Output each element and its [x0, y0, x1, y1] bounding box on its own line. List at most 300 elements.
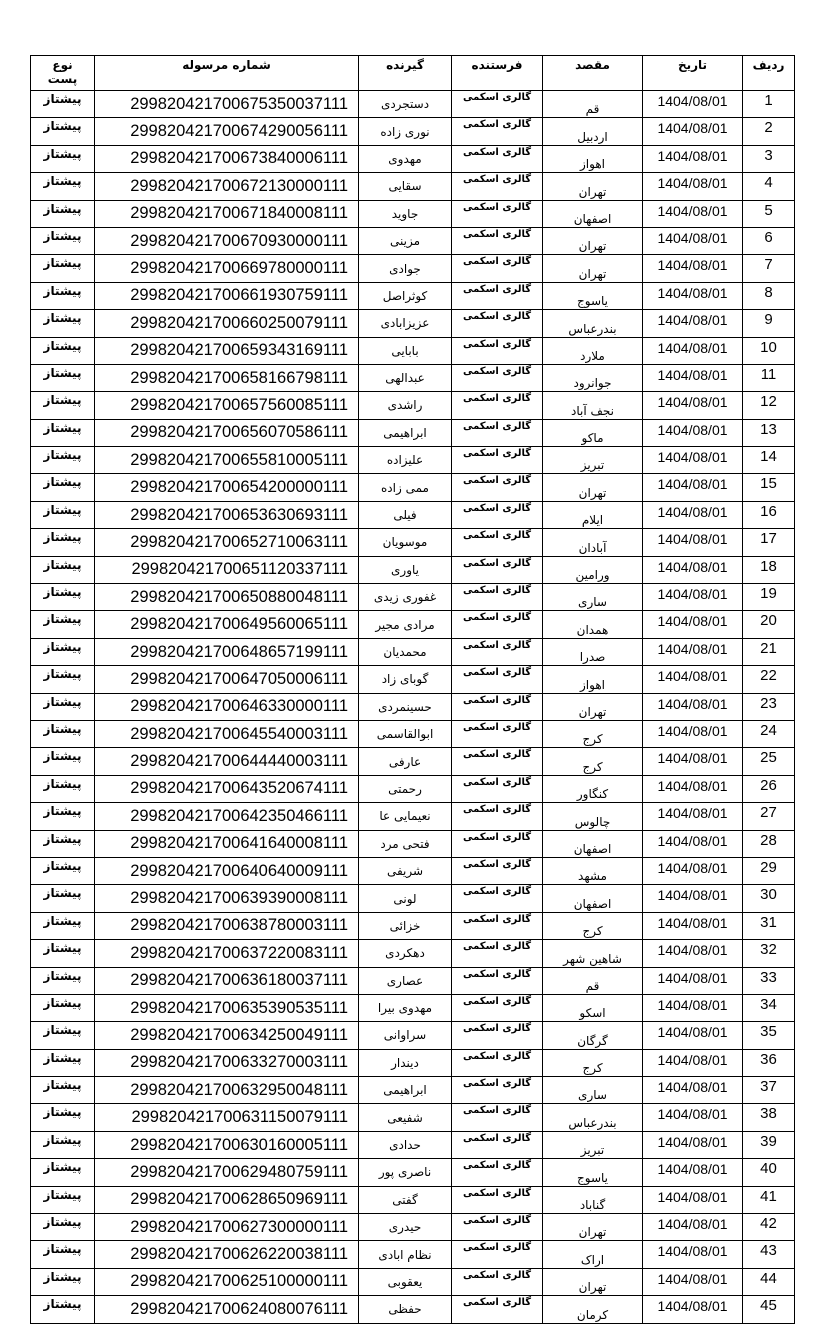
- cell-tracking-number: 299820421700654200000111: [95, 474, 359, 501]
- cell-date: 1404/08/01: [643, 501, 743, 528]
- table-row: [31, 282, 795, 309]
- cell-date: 1404/08/01: [643, 447, 743, 474]
- cell-row-number: 26: [743, 775, 795, 802]
- table-row: [31, 638, 795, 665]
- cell-row-number: 43: [743, 1241, 795, 1268]
- cell-post-type: پیشتاز: [31, 392, 95, 419]
- cell-sender: گالری اسکمی: [452, 857, 543, 884]
- cell-receiver: خزائی: [359, 912, 452, 939]
- cell-post-type: پیشتاز: [31, 803, 95, 830]
- cell-receiver: نوری زاده: [359, 118, 452, 145]
- cell-post-type: پیشتاز: [31, 748, 95, 775]
- cell-row-number: 37: [743, 1077, 795, 1104]
- cell-receiver: فتحی مرد: [359, 830, 452, 857]
- cell-destination: تبریز: [543, 1131, 643, 1158]
- cell-post-type: پیشتاز: [31, 611, 95, 638]
- header-post-type: [31, 56, 95, 91]
- table-row: [31, 857, 795, 884]
- cell-post-type: پیشتاز: [31, 91, 95, 118]
- cell-receiver: محمدیان: [359, 638, 452, 665]
- header-tracking-number: شماره مرسوله: [95, 56, 359, 91]
- cell-sender: گالری اسکمی: [452, 1186, 543, 1213]
- table-row: [31, 803, 795, 830]
- cell-receiver: عزیزابادی: [359, 310, 452, 337]
- cell-tracking-number: 299820421700628650969111: [95, 1186, 359, 1213]
- cell-destination: کرج: [543, 720, 643, 747]
- cell-date: 1404/08/01: [643, 474, 743, 501]
- cell-date: 1404/08/01: [643, 364, 743, 391]
- table-row: [31, 447, 795, 474]
- cell-receiver: حیدری: [359, 1214, 452, 1241]
- cell-date: 1404/08/01: [643, 1296, 743, 1323]
- table-row: [31, 337, 795, 364]
- cell-receiver: حسینمردی: [359, 693, 452, 720]
- cell-sender: گالری اسکمی: [452, 364, 543, 391]
- cell-sender: گالری اسکمی: [452, 1049, 543, 1076]
- cell-post-type: پیشتاز: [31, 282, 95, 309]
- cell-post-type: پیشتاز: [31, 1159, 95, 1186]
- cell-sender: گالری اسکمی: [452, 748, 543, 775]
- cell-destination: آبادان: [543, 529, 643, 556]
- cell-receiver: عارفی: [359, 748, 452, 775]
- cell-receiver: سقایی: [359, 173, 452, 200]
- table-row: [31, 584, 795, 611]
- cell-destination: تبریز: [543, 447, 643, 474]
- cell-post-type: پیشتاز: [31, 775, 95, 802]
- cell-tracking-number: 299820421700651120337111: [95, 556, 359, 583]
- table-row: [31, 885, 795, 912]
- cell-tracking-number: 299820421700670930000111: [95, 227, 359, 254]
- cell-row-number: 20: [743, 611, 795, 638]
- cell-sender: گالری اسکمی: [452, 255, 543, 282]
- cell-row-number: 36: [743, 1049, 795, 1076]
- table-row: [31, 1022, 795, 1049]
- cell-date: 1404/08/01: [643, 529, 743, 556]
- cell-destination: اردبیل: [543, 118, 643, 145]
- shipments-table: [30, 55, 795, 1324]
- cell-sender: گالری اسکمی: [452, 1296, 543, 1323]
- cell-receiver: جوادی: [359, 255, 452, 282]
- cell-sender: گالری اسکمی: [452, 885, 543, 912]
- cell-sender: گالری اسکمی: [452, 1159, 543, 1186]
- cell-tracking-number: 299820421700635390535111: [95, 994, 359, 1021]
- table-row: [31, 118, 795, 145]
- cell-destination: اصفهان: [543, 885, 643, 912]
- cell-sender: گالری اسکمی: [452, 994, 543, 1021]
- cell-row-number: 12: [743, 392, 795, 419]
- cell-post-type: پیشتاز: [31, 1186, 95, 1213]
- cell-date: 1404/08/01: [643, 638, 743, 665]
- cell-row-number: 2: [743, 118, 795, 145]
- cell-row-number: 38: [743, 1104, 795, 1131]
- cell-tracking-number: 299820421700655810005111: [95, 447, 359, 474]
- cell-destination: تهران: [543, 173, 643, 200]
- cell-date: 1404/08/01: [643, 255, 743, 282]
- table-row: [31, 1241, 795, 1268]
- table-body: [31, 91, 795, 1324]
- cell-tracking-number: 299820421700633270003111: [95, 1049, 359, 1076]
- cell-sender: گالری اسکمی: [452, 501, 543, 528]
- cell-receiver: یاوری: [359, 556, 452, 583]
- cell-tracking-number: 299820421700653630693111: [95, 501, 359, 528]
- cell-destination: یاسوج: [543, 1159, 643, 1186]
- cell-sender: گالری اسکمی: [452, 775, 543, 802]
- table-header: [31, 56, 795, 91]
- cell-tracking-number: 299820421700659343169111: [95, 337, 359, 364]
- cell-post-type: پیشتاز: [31, 857, 95, 884]
- cell-row-number: 44: [743, 1268, 795, 1295]
- cell-row-number: 22: [743, 666, 795, 693]
- cell-row-number: 11: [743, 364, 795, 391]
- cell-sender: گالری اسکمی: [452, 1104, 543, 1131]
- cell-post-type: پیشتاز: [31, 419, 95, 446]
- cell-post-type: پیشتاز: [31, 173, 95, 200]
- cell-date: 1404/08/01: [643, 1241, 743, 1268]
- cell-tracking-number: 299820421700650880048111: [95, 584, 359, 611]
- cell-date: 1404/08/01: [643, 556, 743, 583]
- cell-date: 1404/08/01: [643, 419, 743, 446]
- cell-post-type: پیشتاز: [31, 967, 95, 994]
- cell-sender: گالری اسکمی: [452, 447, 543, 474]
- cell-destination: تهران: [543, 255, 643, 282]
- cell-post-type: پیشتاز: [31, 912, 95, 939]
- cell-destination: کرج: [543, 1049, 643, 1076]
- cell-post-type: پیشتاز: [31, 556, 95, 583]
- cell-receiver: حفظی: [359, 1296, 452, 1323]
- cell-destination: بندرعباس: [543, 1104, 643, 1131]
- cell-destination: اهواز: [543, 145, 643, 172]
- cell-tracking-number: 299820421700674290056111: [95, 118, 359, 145]
- cell-row-number: 34: [743, 994, 795, 1021]
- cell-post-type: پیشتاز: [31, 145, 95, 172]
- cell-row-number: 3: [743, 145, 795, 172]
- cell-destination: جوانرود: [543, 364, 643, 391]
- cell-row-number: 14: [743, 447, 795, 474]
- table-row: [31, 748, 795, 775]
- table-row: [31, 227, 795, 254]
- table-row: [31, 830, 795, 857]
- cell-destination: کنگاور: [543, 775, 643, 802]
- cell-date: 1404/08/01: [643, 91, 743, 118]
- cell-destination: ایلام: [543, 501, 643, 528]
- cell-receiver: گفتی: [359, 1186, 452, 1213]
- cell-receiver: شریفی: [359, 857, 452, 884]
- cell-row-number: 24: [743, 720, 795, 747]
- cell-sender: گالری اسکمی: [452, 474, 543, 501]
- cell-destination: گناباد: [543, 1186, 643, 1213]
- cell-date: 1404/08/01: [643, 1077, 743, 1104]
- cell-tracking-number: 299820421700637220083111: [95, 940, 359, 967]
- cell-receiver: بابایی: [359, 337, 452, 364]
- cell-date: 1404/08/01: [643, 885, 743, 912]
- cell-date: 1404/08/01: [643, 1022, 743, 1049]
- cell-sender: گالری اسکمی: [452, 173, 543, 200]
- cell-sender: گالری اسکمی: [452, 310, 543, 337]
- cell-date: 1404/08/01: [643, 803, 743, 830]
- cell-tracking-number: 299820421700639390008111: [95, 885, 359, 912]
- cell-post-type: پیشتاز: [31, 200, 95, 227]
- table-row: [31, 419, 795, 446]
- cell-post-type: پیشتاز: [31, 1104, 95, 1131]
- table-row: [31, 693, 795, 720]
- table-row: [31, 912, 795, 939]
- table-row: [31, 1296, 795, 1323]
- cell-sender: گالری اسکمی: [452, 91, 543, 118]
- cell-post-type: پیشتاز: [31, 1131, 95, 1158]
- cell-post-type: پیشتاز: [31, 364, 95, 391]
- cell-receiver: علیزاده: [359, 447, 452, 474]
- cell-receiver: دهکردی: [359, 940, 452, 967]
- table-row: [31, 940, 795, 967]
- cell-post-type: پیشتاز: [31, 474, 95, 501]
- cell-receiver: شفیعی: [359, 1104, 452, 1131]
- cell-date: 1404/08/01: [643, 200, 743, 227]
- cell-tracking-number: 299820421700634250049111: [95, 1022, 359, 1049]
- cell-sender: گالری اسکمی: [452, 392, 543, 419]
- cell-row-number: 7: [743, 255, 795, 282]
- cell-tracking-number: 299820421700626220038111: [95, 1241, 359, 1268]
- cell-destination: اصفهان: [543, 830, 643, 857]
- header-date: تاریخ: [643, 56, 743, 91]
- cell-post-type: پیشتاز: [31, 310, 95, 337]
- cell-tracking-number: 299820421700652710063111: [95, 529, 359, 556]
- cell-tracking-number: 299820421700661930759111: [95, 282, 359, 309]
- cell-destination: یاسوج: [543, 282, 643, 309]
- cell-post-type: پیشتاز: [31, 693, 95, 720]
- cell-receiver: سراوانی: [359, 1022, 452, 1049]
- cell-sender: گالری اسکمی: [452, 1131, 543, 1158]
- cell-receiver: مهدوی بیرا: [359, 994, 452, 1021]
- cell-post-type: پیشتاز: [31, 255, 95, 282]
- cell-destination: اهواز: [543, 666, 643, 693]
- cell-sender: گالری اسکمی: [452, 118, 543, 145]
- cell-date: 1404/08/01: [643, 1131, 743, 1158]
- cell-date: 1404/08/01: [643, 720, 743, 747]
- cell-row-number: 4: [743, 173, 795, 200]
- cell-post-type: پیشتاز: [31, 994, 95, 1021]
- cell-date: 1404/08/01: [643, 1049, 743, 1076]
- cell-row-number: 17: [743, 529, 795, 556]
- cell-post-type: پیشتاز: [31, 830, 95, 857]
- cell-sender: گالری اسکمی: [452, 720, 543, 747]
- cell-date: 1404/08/01: [643, 912, 743, 939]
- cell-date: 1404/08/01: [643, 584, 743, 611]
- table-row: [31, 967, 795, 994]
- cell-row-number: 23: [743, 693, 795, 720]
- table-row: [31, 775, 795, 802]
- table-row: [31, 720, 795, 747]
- cell-row-number: 42: [743, 1214, 795, 1241]
- cell-destination: تهران: [543, 474, 643, 501]
- cell-receiver: مهدوی: [359, 145, 452, 172]
- cell-post-type: پیشتاز: [31, 337, 95, 364]
- cell-destination: قم: [543, 91, 643, 118]
- cell-destination: ملارد: [543, 337, 643, 364]
- cell-receiver: یعقوبی: [359, 1268, 452, 1295]
- cell-post-type: پیشتاز: [31, 885, 95, 912]
- cell-post-type: پیشتاز: [31, 638, 95, 665]
- header-receiver: گیرنده: [359, 56, 452, 91]
- cell-receiver: غفوری زیدی: [359, 584, 452, 611]
- table-row: [31, 474, 795, 501]
- cell-tracking-number: 299820421700657560085111: [95, 392, 359, 419]
- table-row: [31, 1077, 795, 1104]
- cell-date: 1404/08/01: [643, 1104, 743, 1131]
- header-post-type-line2: پست: [47, 72, 78, 86]
- table-row: [31, 91, 795, 118]
- cell-date: 1404/08/01: [643, 666, 743, 693]
- cell-date: 1404/08/01: [643, 392, 743, 419]
- cell-destination: اراک: [543, 1241, 643, 1268]
- cell-sender: گالری اسکمی: [452, 693, 543, 720]
- cell-date: 1404/08/01: [643, 693, 743, 720]
- cell-destination: تهران: [543, 1214, 643, 1241]
- cell-date: 1404/08/01: [643, 227, 743, 254]
- cell-sender: گالری اسکمی: [452, 227, 543, 254]
- table-row: [31, 173, 795, 200]
- table-row: [31, 1186, 795, 1213]
- cell-date: 1404/08/01: [643, 994, 743, 1021]
- cell-destination: کرج: [543, 748, 643, 775]
- cell-tracking-number: 299820421700646330000111: [95, 693, 359, 720]
- header-row-number: ردیف: [743, 56, 795, 91]
- cell-date: 1404/08/01: [643, 967, 743, 994]
- table-row: [31, 611, 795, 638]
- cell-destination: بندرعباس: [543, 310, 643, 337]
- cell-sender: گالری اسکمی: [452, 1268, 543, 1295]
- cell-destination: تهران: [543, 693, 643, 720]
- cell-tracking-number: 299820421700643520674111: [95, 775, 359, 802]
- cell-row-number: 39: [743, 1131, 795, 1158]
- cell-row-number: 13: [743, 419, 795, 446]
- table-row: [31, 310, 795, 337]
- table-row: [31, 529, 795, 556]
- cell-date: 1404/08/01: [643, 940, 743, 967]
- table-row: [31, 666, 795, 693]
- cell-tracking-number: 299820421700649560065111: [95, 611, 359, 638]
- cell-row-number: 16: [743, 501, 795, 528]
- cell-destination: مشهد: [543, 857, 643, 884]
- cell-sender: گالری اسکمی: [452, 830, 543, 857]
- cell-post-type: پیشتاز: [31, 447, 95, 474]
- cell-date: 1404/08/01: [643, 748, 743, 775]
- cell-row-number: 19: [743, 584, 795, 611]
- cell-tracking-number: 299820421700642350466111: [95, 803, 359, 830]
- cell-sender: گالری اسکمی: [452, 1077, 543, 1104]
- cell-date: 1404/08/01: [643, 830, 743, 857]
- cell-destination: کرج: [543, 912, 643, 939]
- cell-row-number: 29: [743, 857, 795, 884]
- cell-date: 1404/08/01: [643, 1186, 743, 1213]
- cell-row-number: 32: [743, 940, 795, 967]
- cell-receiver: نظام ابادی: [359, 1241, 452, 1268]
- cell-sender: گالری اسکمی: [452, 611, 543, 638]
- cell-destination: ساری: [543, 584, 643, 611]
- cell-row-number: 21: [743, 638, 795, 665]
- cell-receiver: عصاری: [359, 967, 452, 994]
- cell-receiver: نعیمایی عا: [359, 803, 452, 830]
- cell-post-type: پیشتاز: [31, 666, 95, 693]
- cell-destination: شاهین شهر: [543, 940, 643, 967]
- cell-post-type: پیشتاز: [31, 1296, 95, 1323]
- cell-sender: گالری اسکمی: [452, 556, 543, 583]
- cell-sender: گالری اسکمی: [452, 1214, 543, 1241]
- cell-row-number: 18: [743, 556, 795, 583]
- cell-sender: گالری اسکمی: [452, 337, 543, 364]
- cell-sender: گالری اسکمی: [452, 145, 543, 172]
- cell-row-number: 27: [743, 803, 795, 830]
- cell-receiver: جاوید: [359, 200, 452, 227]
- cell-tracking-number: 299820421700656070586111: [95, 419, 359, 446]
- cell-sender: گالری اسکمی: [452, 1241, 543, 1268]
- cell-receiver: عبدالهی: [359, 364, 452, 391]
- table-row: [31, 1214, 795, 1241]
- cell-tracking-number: 299820421700631150079111: [95, 1104, 359, 1131]
- table-row: [31, 994, 795, 1021]
- cell-sender: گالری اسکمی: [452, 200, 543, 227]
- cell-destination: چالوس: [543, 803, 643, 830]
- cell-row-number: 33: [743, 967, 795, 994]
- cell-receiver: کوثراصل: [359, 282, 452, 309]
- table-row: [31, 556, 795, 583]
- cell-row-number: 10: [743, 337, 795, 364]
- cell-receiver: حدادی: [359, 1131, 452, 1158]
- cell-tracking-number: 299820421700675350037111: [95, 91, 359, 118]
- cell-tracking-number: 299820421700625100000111: [95, 1268, 359, 1295]
- cell-receiver: ابراهیمی: [359, 419, 452, 446]
- cell-tracking-number: 299820421700624080076111: [95, 1296, 359, 1323]
- cell-row-number: 40: [743, 1159, 795, 1186]
- cell-destination: صدرا: [543, 638, 643, 665]
- table-row: [31, 1268, 795, 1295]
- cell-destination: ماکو: [543, 419, 643, 446]
- cell-sender: گالری اسکمی: [452, 529, 543, 556]
- cell-post-type: پیشتاز: [31, 1214, 95, 1241]
- cell-row-number: 8: [743, 282, 795, 309]
- cell-tracking-number: 299820421700632950048111: [95, 1077, 359, 1104]
- table-row: [31, 1049, 795, 1076]
- cell-row-number: 41: [743, 1186, 795, 1213]
- cell-date: 1404/08/01: [643, 1214, 743, 1241]
- cell-row-number: 25: [743, 748, 795, 775]
- cell-row-number: 5: [743, 200, 795, 227]
- cell-row-number: 30: [743, 885, 795, 912]
- cell-tracking-number: 299820421700638780003111: [95, 912, 359, 939]
- cell-tracking-number: 299820421700629480759111: [95, 1159, 359, 1186]
- cell-sender: گالری اسکمی: [452, 666, 543, 693]
- cell-receiver: مرادی مجیر: [359, 611, 452, 638]
- cell-destination: اصفهان: [543, 200, 643, 227]
- table-row: [31, 501, 795, 528]
- cell-tracking-number: 299820421700669780000111: [95, 255, 359, 282]
- cell-sender: گالری اسکمی: [452, 912, 543, 939]
- cell-sender: گالری اسکمی: [452, 967, 543, 994]
- cell-receiver: گوبای زاد: [359, 666, 452, 693]
- header-sender: فرستنده: [452, 56, 543, 91]
- cell-row-number: 9: [743, 310, 795, 337]
- table-row: [31, 145, 795, 172]
- cell-sender: گالری اسکمی: [452, 584, 543, 611]
- cell-row-number: 31: [743, 912, 795, 939]
- cell-post-type: پیشتاز: [31, 118, 95, 145]
- cell-post-type: پیشتاز: [31, 1241, 95, 1268]
- cell-destination: تهران: [543, 1268, 643, 1295]
- table-row: [31, 255, 795, 282]
- table-row: [31, 392, 795, 419]
- cell-destination: ساری: [543, 1077, 643, 1104]
- cell-row-number: 1: [743, 91, 795, 118]
- cell-post-type: پیشتاز: [31, 227, 95, 254]
